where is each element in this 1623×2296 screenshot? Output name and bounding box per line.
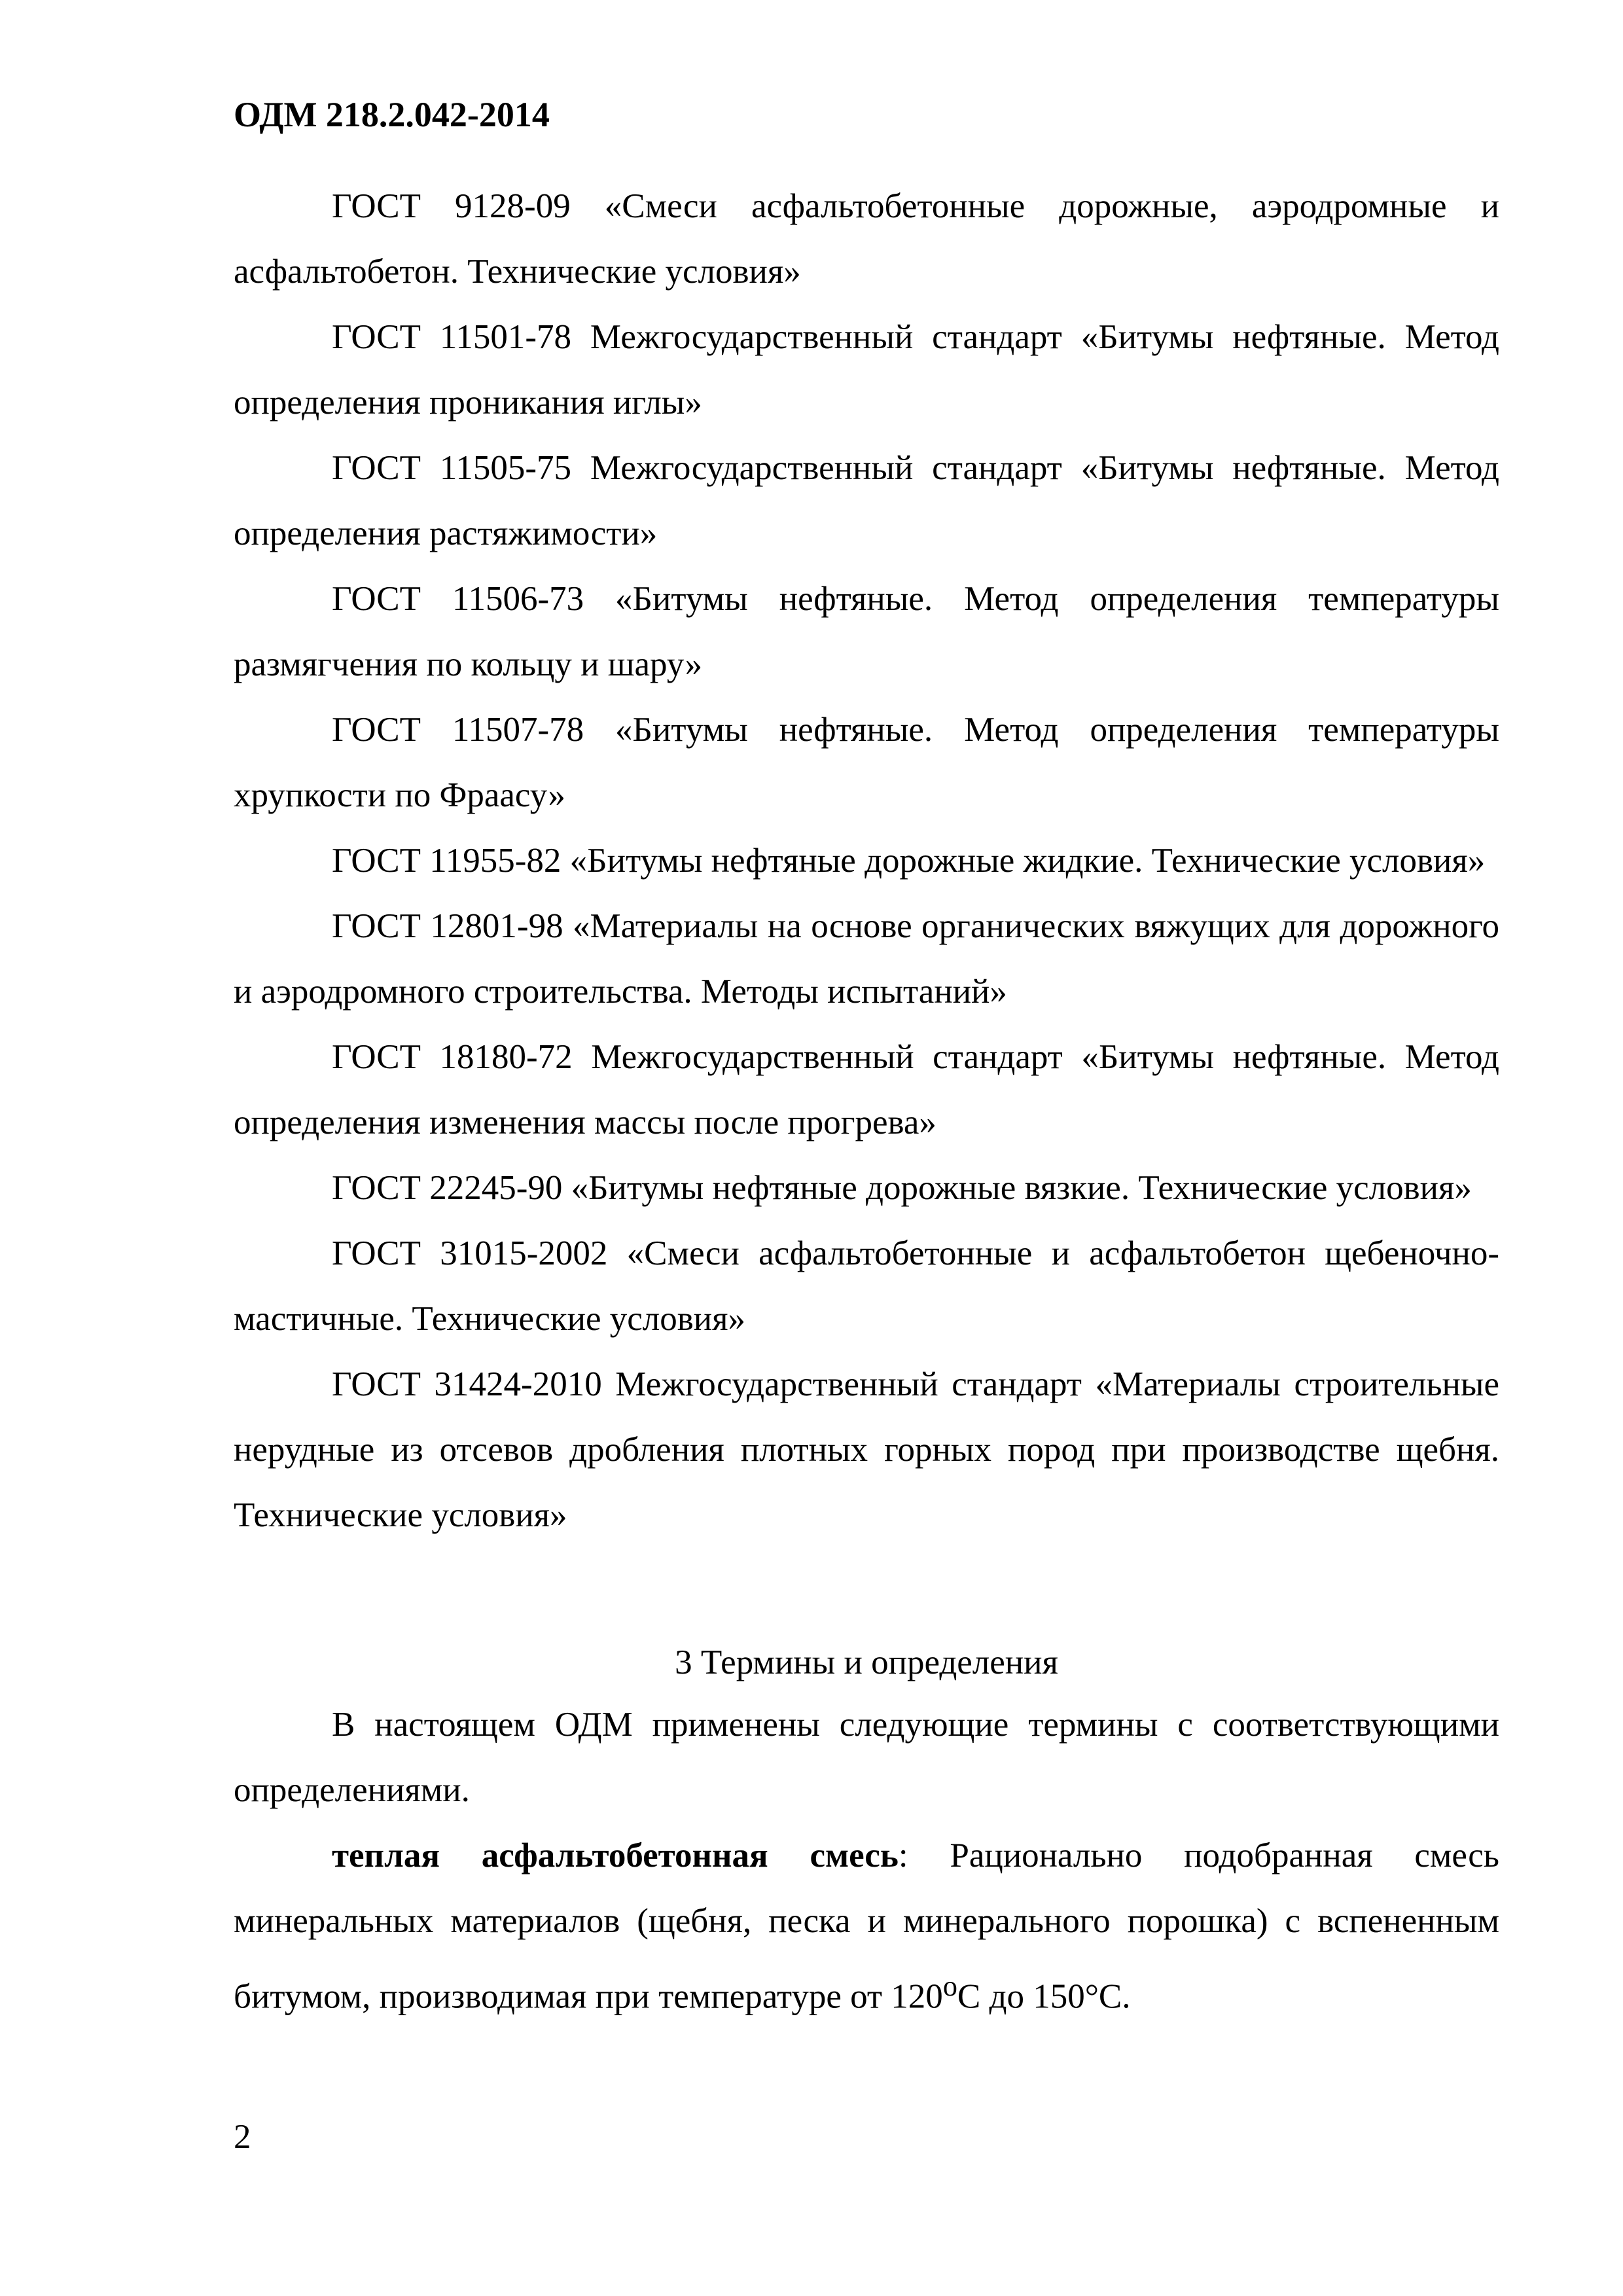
reference-gost-11501: ГОСТ 11501-78 Межгосударственный стандарт «Битумы нефтяные. Метод определения проникания иглы» <box>234 318 1499 422</box>
reference-gost-9128: ГОСТ 9128-09 «Смеси асфальтобетонные дорожные, аэродромные и асфальтобетон. Технические условия» <box>234 187 1499 291</box>
reference-gost-11505: ГОСТ 11505-75 Межгосударственный стандарт «Битумы нефтяные. Метод определения растяжимости» <box>234 449 1499 552</box>
reference-gost-22245: ГОСТ 22245-90 «Битумы нефтяные дорожные вязкие. Технические условия» <box>332 1169 1472 1207</box>
reference-gost-31015: ГОСТ 31015-2002 «Смеси асфальтобетонные и асфальтобетон щебеночно-мастичные. Технические условия» <box>234 1234 1499 1338</box>
reference-gost-11955: ГОСТ 11955-82 «Битумы нефтяные дорожные жидкие. Технические условия» <box>332 842 1486 880</box>
term-definition <box>234 1823 1499 2030</box>
reference-gost-31424: ГОСТ 31424-2010 Межгосударственный стандарт «Материалы строительные нерудные из отсевов дробления плотных горных пород при производстве щебня. Технические условия» <box>234 1365 1499 1534</box>
reference-gost-18180: ГОСТ 18180-72 Межгосударственный стандарт «Битумы нефтяные. Метод определения изменения массы после прогрева» <box>234 1038 1499 1141</box>
document-code-header: ОДМ 218.2.042-2014 <box>234 95 550 134</box>
reference-gost-11507: ГОСТ 11507-78 «Битумы нефтяные. Метод определения температуры хрупкости по Фраасу» <box>234 711 1499 814</box>
reference-gost-12801: ГОСТ 12801-98 «Материалы на основе органических вяжущих для дорожного и аэродромного строительства. Методы испытаний» <box>234 907 1499 1011</box>
document-body <box>234 173 1499 2030</box>
term-name: теплая асфальтобетонная смесь <box>332 1837 899 1874</box>
section-title: 3 Термины и определения <box>675 1643 1058 1681</box>
term-definition-text: Рационально подобранная смесь минеральных материалов (щебня, песка и минерального порошка) с вспененным битумом, производимая при температуре от 120 <box>234 1837 1499 2016</box>
reference-gost-11506: ГОСТ 11506-73 «Битумы нефтяные. Метод определения температуры размягчения по кольцу и шару» <box>234 580 1499 683</box>
section-intro: В настоящем ОДМ применены следующие термины с соответствующими определениями. <box>234 1706 1499 1809</box>
term-definition-end: С до 150°С. <box>957 1977 1131 2016</box>
term-separator: : <box>898 1837 950 1874</box>
degree-superscript: о <box>942 1970 957 2002</box>
page-number: 2 <box>234 2118 251 2156</box>
